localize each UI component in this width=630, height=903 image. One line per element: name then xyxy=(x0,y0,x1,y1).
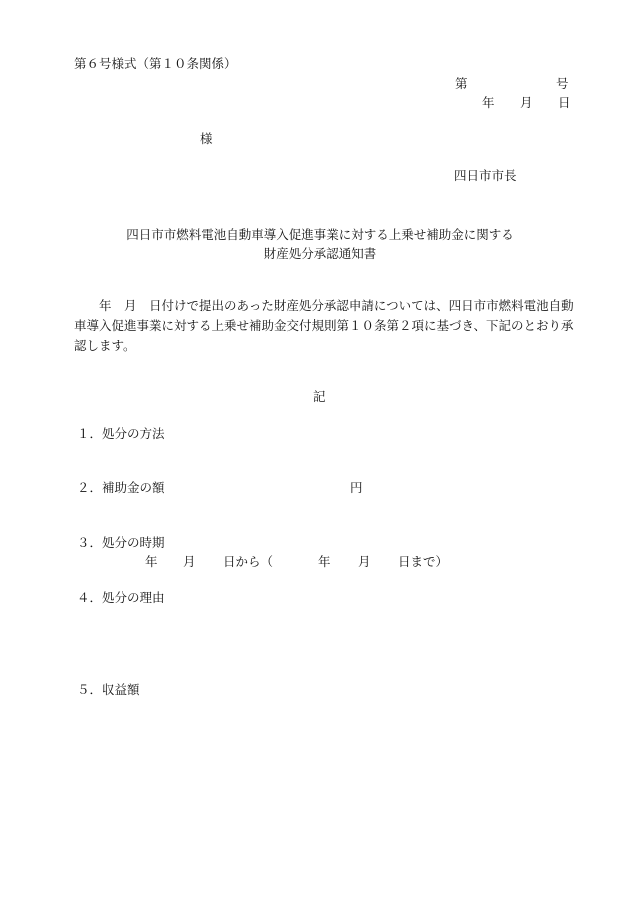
body-paragraph: 年 月 日付けで提出のあった財産処分承認申請については、四日市市燃料電池自動車導入促進事業に対する上乗せ補助金交付規則第１０条第２項に基づき、下記のとおり承認します。 xyxy=(74,298,574,353)
period-month-1: 月 xyxy=(183,554,196,569)
item-revenue-amount: ５．収益額 xyxy=(77,682,140,697)
title-line-1: 四日市市燃料電池自動車導入促進事業に対する上乗せ補助金に関する xyxy=(126,227,514,242)
item-subsidy-amount: ２．補助金の額 xyxy=(77,480,165,495)
document-number-prefix: 第 xyxy=(455,76,468,91)
period-day-from: 日から（ xyxy=(223,554,274,569)
item-disposal-reason: ４．処分の理由 xyxy=(77,590,165,605)
date-day-label: 日 xyxy=(558,95,571,110)
date-month-label: 月 xyxy=(520,95,533,110)
item-disposal-period: ３．処分の時期 xyxy=(77,535,165,550)
title-line-2: 財産処分承認通知書 xyxy=(263,246,377,261)
addressee-honorific: 様 xyxy=(200,131,213,146)
period-day-to: 日まで） xyxy=(398,554,449,569)
period-month-2: 月 xyxy=(358,554,371,569)
issue-date xyxy=(482,97,571,110)
period-year-1: 年 xyxy=(145,554,158,569)
yen-unit: 円 xyxy=(350,480,363,495)
note-heading: 記 xyxy=(313,389,326,404)
disposal-period-range xyxy=(145,556,448,569)
date-year-label: 年 xyxy=(482,95,495,110)
document-title xyxy=(0,225,630,263)
form-number: 第６号様式（第１０条関係） xyxy=(74,56,237,71)
period-year-2: 年 xyxy=(318,554,331,569)
issuer-name: 四日市市長 xyxy=(454,168,517,183)
item-disposal-method: １．処分の方法 xyxy=(77,426,165,441)
document-number-suffix: 号 xyxy=(556,76,569,91)
